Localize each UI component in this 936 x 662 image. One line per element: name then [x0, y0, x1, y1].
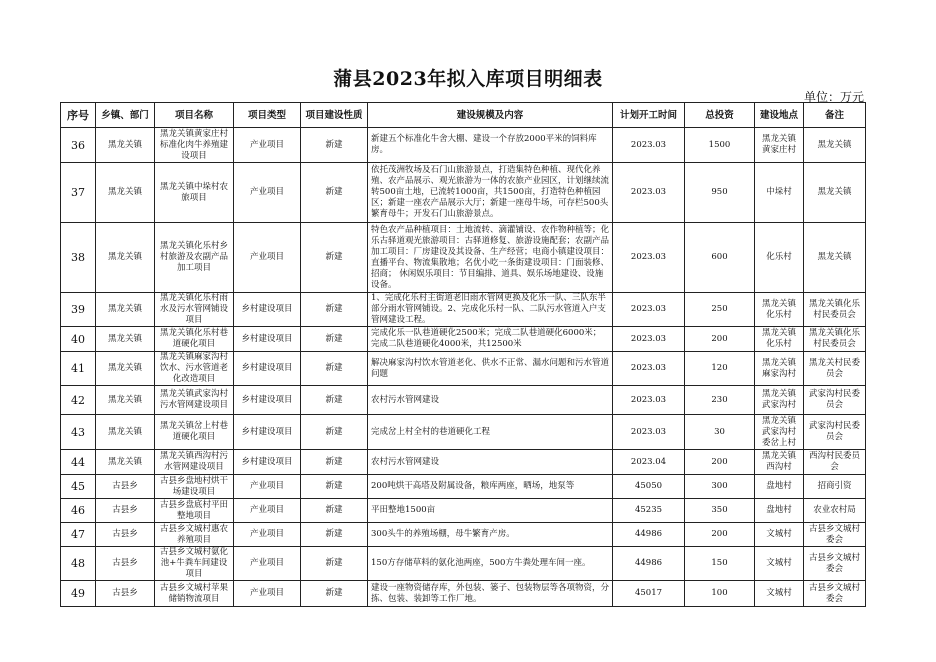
cell-invest: 30 [685, 415, 755, 450]
cell-start: 44986 [613, 547, 685, 581]
cell-invest: 300 [685, 475, 755, 499]
cell-type: 产业项目 [234, 223, 301, 293]
cell-invest: 600 [685, 223, 755, 293]
cell-seq: 45 [61, 475, 96, 499]
cell-location: 中垛村 [755, 163, 804, 223]
cell-location: 文城村 [755, 523, 804, 547]
cell-type: 产业项目 [234, 475, 301, 499]
cell-nature: 新建 [301, 415, 368, 450]
cell-name: 黑龙关镇黄家庄村标准化肉牛养殖建设项目 [155, 128, 234, 163]
cell-content: 完成岔上村全村的巷道硬化工程 [368, 415, 613, 450]
header-start: 计划开工时间 [613, 103, 685, 128]
cell-seq: 42 [61, 386, 96, 415]
cell-town: 黑龙关镇 [96, 128, 155, 163]
table-row [61, 450, 866, 475]
cell-content: 150方存储草料的氨化池两座，500方牛粪处理车间一座。 [368, 547, 613, 581]
cell-type: 乡村建设项目 [234, 327, 301, 352]
cell-invest: 100 [685, 581, 755, 607]
cell-content: 建设一座物资储存库，外包装、篓子、包装物层等各项物资，分拣、包装、装卸等工作厂地。 [368, 581, 613, 607]
cell-location: 黑龙关镇西沟村 [755, 450, 804, 475]
cell-name: 黑龙关镇化乐村雨水及污水管网铺设项目 [155, 293, 234, 327]
table-row [61, 293, 866, 327]
cell-content: 1、完成化乐村主街道老旧雨水管网更换及化乐一队、三队东半部分雨水管网铺设。2、完成化乐村一队、二队污水管道入户支管网建设工程。 [368, 293, 613, 327]
cell-start: 44986 [613, 523, 685, 547]
cell-location: 文城村 [755, 547, 804, 581]
cell-seq: 38 [61, 223, 96, 293]
cell-location: 黑龙关镇武家沟村 [755, 386, 804, 415]
cell-invest: 200 [685, 327, 755, 352]
table-row [61, 415, 866, 450]
table-row [61, 386, 866, 415]
cell-type: 乡村建设项目 [234, 293, 301, 327]
cell-nature: 新建 [301, 163, 368, 223]
cell-location: 化乐村 [755, 223, 804, 293]
cell-seq: 37 [61, 163, 96, 223]
cell-type: 产业项目 [234, 128, 301, 163]
cell-note: 黑龙关镇化乐村民委员会 [804, 293, 866, 327]
cell-nature: 新建 [301, 327, 368, 352]
cell-start: 2023.04 [613, 450, 685, 475]
table-row [61, 352, 866, 386]
table-row [61, 581, 866, 607]
cell-name: 古县乡文城村氨化池+牛粪车间建设项目 [155, 547, 234, 581]
cell-name: 黑龙关镇西沟村污水管网建设项目 [155, 450, 234, 475]
cell-invest: 350 [685, 499, 755, 523]
cell-town: 黑龙关镇 [96, 415, 155, 450]
header-note: 备注 [804, 103, 866, 128]
cell-location: 盘地村 [755, 499, 804, 523]
cell-start: 2023.03 [613, 327, 685, 352]
cell-content: 解决麻家沟村饮水管道老化、供水不正常、漏水问题和污水管道问题 [368, 352, 613, 386]
cell-start: 2023.03 [613, 223, 685, 293]
cell-name: 黑龙关镇化乐村乡村旅游及农副产品加工项目 [155, 223, 234, 293]
cell-nature: 新建 [301, 523, 368, 547]
cell-invest: 230 [685, 386, 755, 415]
cell-start: 2023.03 [613, 352, 685, 386]
cell-content: 新建五个标准化牛舍大棚、建设一个存放2000平米的饲料库房。 [368, 128, 613, 163]
header-town: 乡镇、部门 [96, 103, 155, 128]
cell-nature: 新建 [301, 547, 368, 581]
cell-type: 产业项目 [234, 581, 301, 607]
header-invest: 总投资 [685, 103, 755, 128]
cell-invest: 1500 [685, 128, 755, 163]
cell-town: 古县乡 [96, 581, 155, 607]
cell-location: 盘地村 [755, 475, 804, 499]
cell-location: 黑龙关镇武家沟村委岔上村 [755, 415, 804, 450]
cell-start: 2023.03 [613, 293, 685, 327]
cell-type: 乡村建设项目 [234, 352, 301, 386]
cell-nature: 新建 [301, 450, 368, 475]
cell-start: 45235 [613, 499, 685, 523]
cell-start: 2023.03 [613, 386, 685, 415]
table-row [61, 475, 866, 499]
cell-invest: 950 [685, 163, 755, 223]
table-row [61, 128, 866, 163]
cell-town: 古县乡 [96, 547, 155, 581]
cell-note: 招商引资 [804, 475, 866, 499]
cell-note: 西沟村民委员会 [804, 450, 866, 475]
header-location: 建设地点 [755, 103, 804, 128]
cell-seq: 46 [61, 499, 96, 523]
cell-name: 黑龙关镇化乐村巷道硬化项目 [155, 327, 234, 352]
cell-town: 黑龙关镇 [96, 223, 155, 293]
table-row [61, 163, 866, 223]
cell-invest: 250 [685, 293, 755, 327]
cell-note: 武家沟村民委员会 [804, 415, 866, 450]
cell-town: 黑龙关镇 [96, 327, 155, 352]
cell-town: 黑龙关镇 [96, 293, 155, 327]
cell-content: 300头牛的养殖场棚，母牛繁育产房。 [368, 523, 613, 547]
table-header-row [61, 103, 866, 128]
cell-note: 黑龙关镇化乐村民委员会 [804, 327, 866, 352]
cell-name: 黑龙关镇中垛村农旅项目 [155, 163, 234, 223]
cell-seq: 40 [61, 327, 96, 352]
table-row [61, 223, 866, 293]
header-nature: 项目建设性质 [301, 103, 368, 128]
cell-content: 特色农产品种植项目：土地流转、滴灌铺设、农作物种植等；化乐古驿道观光旅游项目：古驿道修复、旅游设施配套；农副产品加工项目：厂房建设及其设备、生产经营；电商小镇建设项目：直播平台、物流集散地；名优小吃一条街建设项目：门面装修、招商； 休闲娱乐项目：节目编排、道具、娱乐场地建设、设施设备。 [368, 223, 613, 293]
cell-seq: 39 [61, 293, 96, 327]
cell-note: 黑龙关镇 [804, 163, 866, 223]
cell-name: 黑龙关镇岔上村巷道硬化项目 [155, 415, 234, 450]
cell-start: 2023.03 [613, 415, 685, 450]
cell-seq: 41 [61, 352, 96, 386]
cell-note: 黑龙关镇 [804, 223, 866, 293]
cell-start: 2023.03 [613, 163, 685, 223]
cell-type: 乡村建设项目 [234, 450, 301, 475]
cell-type: 产业项目 [234, 163, 301, 223]
table-row [61, 327, 866, 352]
cell-content: 依托茂洲牧场及石门山旅游景点，打造集特色种植、现代化养殖、农产品展示、观光旅游为一体的农旅产业园区，计划继续流转500亩土地，已流转1000亩，共1500亩，打造特色种植园区；新建一座农产品展示大厅；新建一座母牛场，可存栏500头繁育母牛；开发石门山旅游景点。 [368, 163, 613, 223]
cell-nature: 新建 [301, 352, 368, 386]
cell-type: 产业项目 [234, 547, 301, 581]
unit-label: 单位：万元 [803, 90, 864, 104]
cell-name: 古县乡文城村惠农养殖项目 [155, 523, 234, 547]
cell-note: 古县乡文城村委会 [804, 547, 866, 581]
table-row [61, 547, 866, 581]
cell-nature: 新建 [301, 475, 368, 499]
cell-town: 黑龙关镇 [96, 386, 155, 415]
cell-name: 古县乡盘地村烘干场建设项目 [155, 475, 234, 499]
cell-type: 乡村建设项目 [234, 415, 301, 450]
cell-content: 200吨烘干高塔及附属设备，粮库两座，晒场，地泵等 [368, 475, 613, 499]
cell-town: 古县乡 [96, 523, 155, 547]
cell-location: 黑龙关镇化乐村 [755, 293, 804, 327]
cell-nature: 新建 [301, 128, 368, 163]
page-title: 蒲县2023年拟入库项目明细表 [333, 68, 603, 90]
cell-nature: 新建 [301, 223, 368, 293]
header-type: 项目类型 [234, 103, 301, 128]
cell-town: 黑龙关镇 [96, 450, 155, 475]
cell-seq: 47 [61, 523, 96, 547]
cell-location: 黑龙关镇麻家沟村 [755, 352, 804, 386]
table-row [61, 523, 866, 547]
cell-name: 古县乡文城村苹果储销物流项目 [155, 581, 234, 607]
cell-seq: 44 [61, 450, 96, 475]
header-name: 项目名称 [155, 103, 234, 128]
cell-invest: 120 [685, 352, 755, 386]
cell-town: 古县乡 [96, 499, 155, 523]
cell-note: 黑龙关镇 [804, 128, 866, 163]
cell-type: 产业项目 [234, 499, 301, 523]
project-table [60, 102, 866, 607]
cell-name: 黑龙关镇麻家沟村饮水、污水管道老化改造项目 [155, 352, 234, 386]
cell-content: 农村污水管网建设 [368, 386, 613, 415]
cell-seq: 36 [61, 128, 96, 163]
cell-invest: 200 [685, 450, 755, 475]
cell-type: 乡村建设项目 [234, 386, 301, 415]
cell-town: 黑龙关镇 [96, 163, 155, 223]
header-seq: 序号 [61, 103, 96, 128]
table-row [61, 499, 866, 523]
header-content: 建设规模及内容 [368, 103, 613, 128]
cell-invest: 150 [685, 547, 755, 581]
cell-seq: 49 [61, 581, 96, 607]
cell-town: 黑龙关镇 [96, 352, 155, 386]
cell-nature: 新建 [301, 499, 368, 523]
cell-note: 古县乡文城村委会 [804, 523, 866, 547]
cell-start: 45050 [613, 475, 685, 499]
cell-name: 古县乡盘底村平田整地项目 [155, 499, 234, 523]
cell-note: 黑龙关村民委员会 [804, 352, 866, 386]
cell-name: 黑龙关镇武家沟村污水管网建设项目 [155, 386, 234, 415]
cell-town: 古县乡 [96, 475, 155, 499]
cell-note: 古县乡文城村委会 [804, 581, 866, 607]
cell-start: 2023.03 [613, 128, 685, 163]
cell-note: 农业农村局 [804, 499, 866, 523]
cell-content: 完成化乐一队巷道硬化2500米；完成二队巷道硬化6000米；完成二队巷道硬化4000米，共12500米 [368, 327, 613, 352]
cell-location: 黑龙关镇黄家庄村 [755, 128, 804, 163]
cell-nature: 新建 [301, 293, 368, 327]
cell-seq: 43 [61, 415, 96, 450]
cell-note: 武家沟村民委员会 [804, 386, 866, 415]
cell-location: 黑龙关镇化乐村 [755, 327, 804, 352]
cell-location: 文城村 [755, 581, 804, 607]
cell-type: 产业项目 [234, 523, 301, 547]
cell-content: 农村污水管网建设 [368, 450, 613, 475]
cell-invest: 200 [685, 523, 755, 547]
cell-start: 45017 [613, 581, 685, 607]
cell-seq: 48 [61, 547, 96, 581]
cell-nature: 新建 [301, 581, 368, 607]
cell-content: 平田整地1500亩 [368, 499, 613, 523]
cell-nature: 新建 [301, 386, 368, 415]
